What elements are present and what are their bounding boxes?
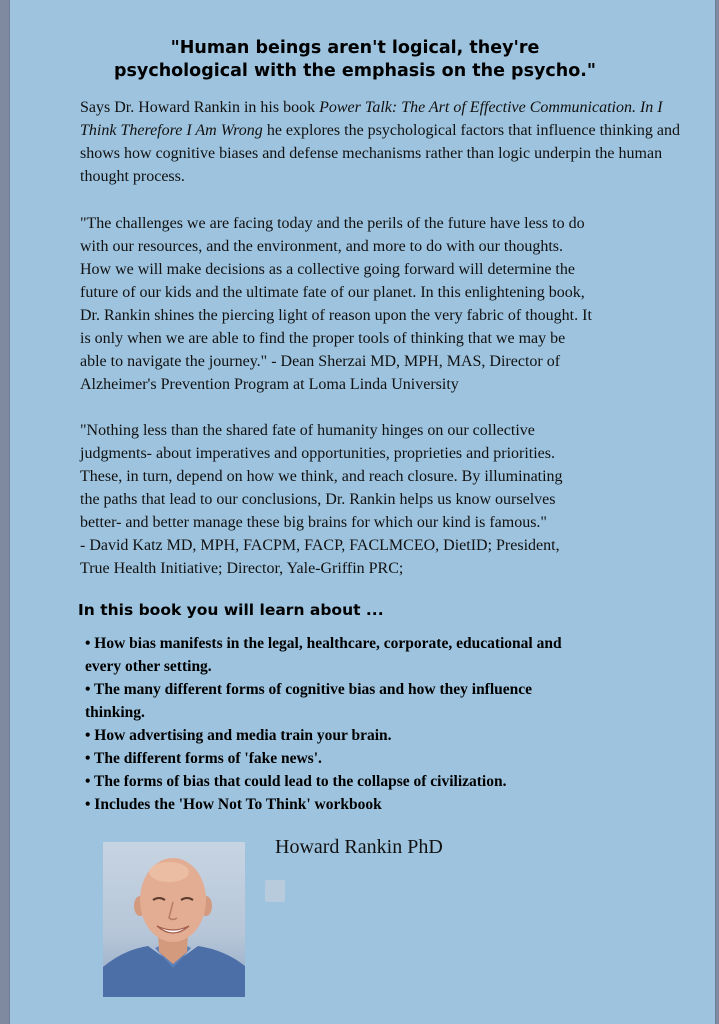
testimonial-katz [80,419,680,580]
decorative-block [265,880,285,902]
testimonial-line: the paths that lead to our conclusions, Dr. Rankin helps us know ourselves [80,491,556,508]
testimonial-line: better- and better manage these big brains for which our kind is famous." [80,514,547,531]
headline-line-1: "Human beings aren't logical, they're [170,38,540,58]
headline-quote [50,37,660,83]
testimonial-line: True Health Initiative; Director, Yale-Griffin PRC; [80,560,404,577]
list-item: • The forms of bias that could lead to the collapse of civilization. [85,773,507,790]
list-item: • The different forms of 'fake news'. [85,750,322,767]
list-item: every other setting. [85,658,212,675]
book-back-cover [9,0,716,1024]
section-title: In this book you will learn about ... [78,601,384,619]
intro-lead: Says Dr. Howard Rankin in his book [80,99,320,116]
testimonial-line: "Nothing less than the shared fate of humanity hinges on our collective [80,422,535,439]
testimonial-line: able to navigate the journey." - Dean Sherzai MD, MPH, MAS, Director of [80,353,561,370]
testimonial-line: - David Katz MD, MPH, FACPM, FACP, FACLMCEO, DietID; President, [80,537,560,554]
list-item: • Includes the 'How Not To Think' workbook [85,796,382,813]
author-portrait-icon [103,842,245,997]
list-item: • The many different forms of cognitive bias and how they influence [85,681,533,698]
author-name: Howard Rankin PhD [275,836,443,858]
learning-points-list [85,632,675,816]
intro-book-titles: Power Talk: The Art of Effective Communication. In I Think Therefore I Am Wrong [80,99,663,139]
headline-line-2: psychological with the emphasis on the psycho." [113,61,597,81]
testimonial-line: Alzheimer's Prevention Program at Loma Linda University [80,376,459,393]
testimonial-sherzai [80,212,680,396]
testimonial-line: with our resources, and the environment, and more to do with our thoughts. [80,238,564,255]
list-item: • How bias manifests in the legal, healthcare, corporate, educational and [85,635,562,652]
list-item: thinking. [85,704,145,721]
author-photo [103,842,245,997]
testimonial-line: judgments- about imperatives and opportunities, proprieties and priorities. [80,445,556,462]
testimonial-line: These, in turn, depend on how we think, and reach closure. By illuminating [80,468,563,485]
intro-rest: he explores the psychological factors that influence thinking and shows how cognitive biases and defense mechanisms rather than logic underpin the human thought process. [80,122,681,185]
testimonial-line: future of our kids and the ultimate fate of our planet. In this enlightening book, [80,284,585,301]
testimonial-line: "The challenges we are facing today and the perils of the future have less to do [80,215,585,232]
testimonial-line: Dr. Rankin shines the piercing light of reason upon the very fabric of thought. It [80,307,592,324]
testimonial-line: How we will make decisions as a collective going forward will determine the [80,261,575,278]
intro-paragraph [80,96,680,188]
list-item: • How advertising and media train your brain. [85,727,392,744]
testimonial-line: is only when we are able to find the proper tools of thinking that we may be [80,330,566,347]
